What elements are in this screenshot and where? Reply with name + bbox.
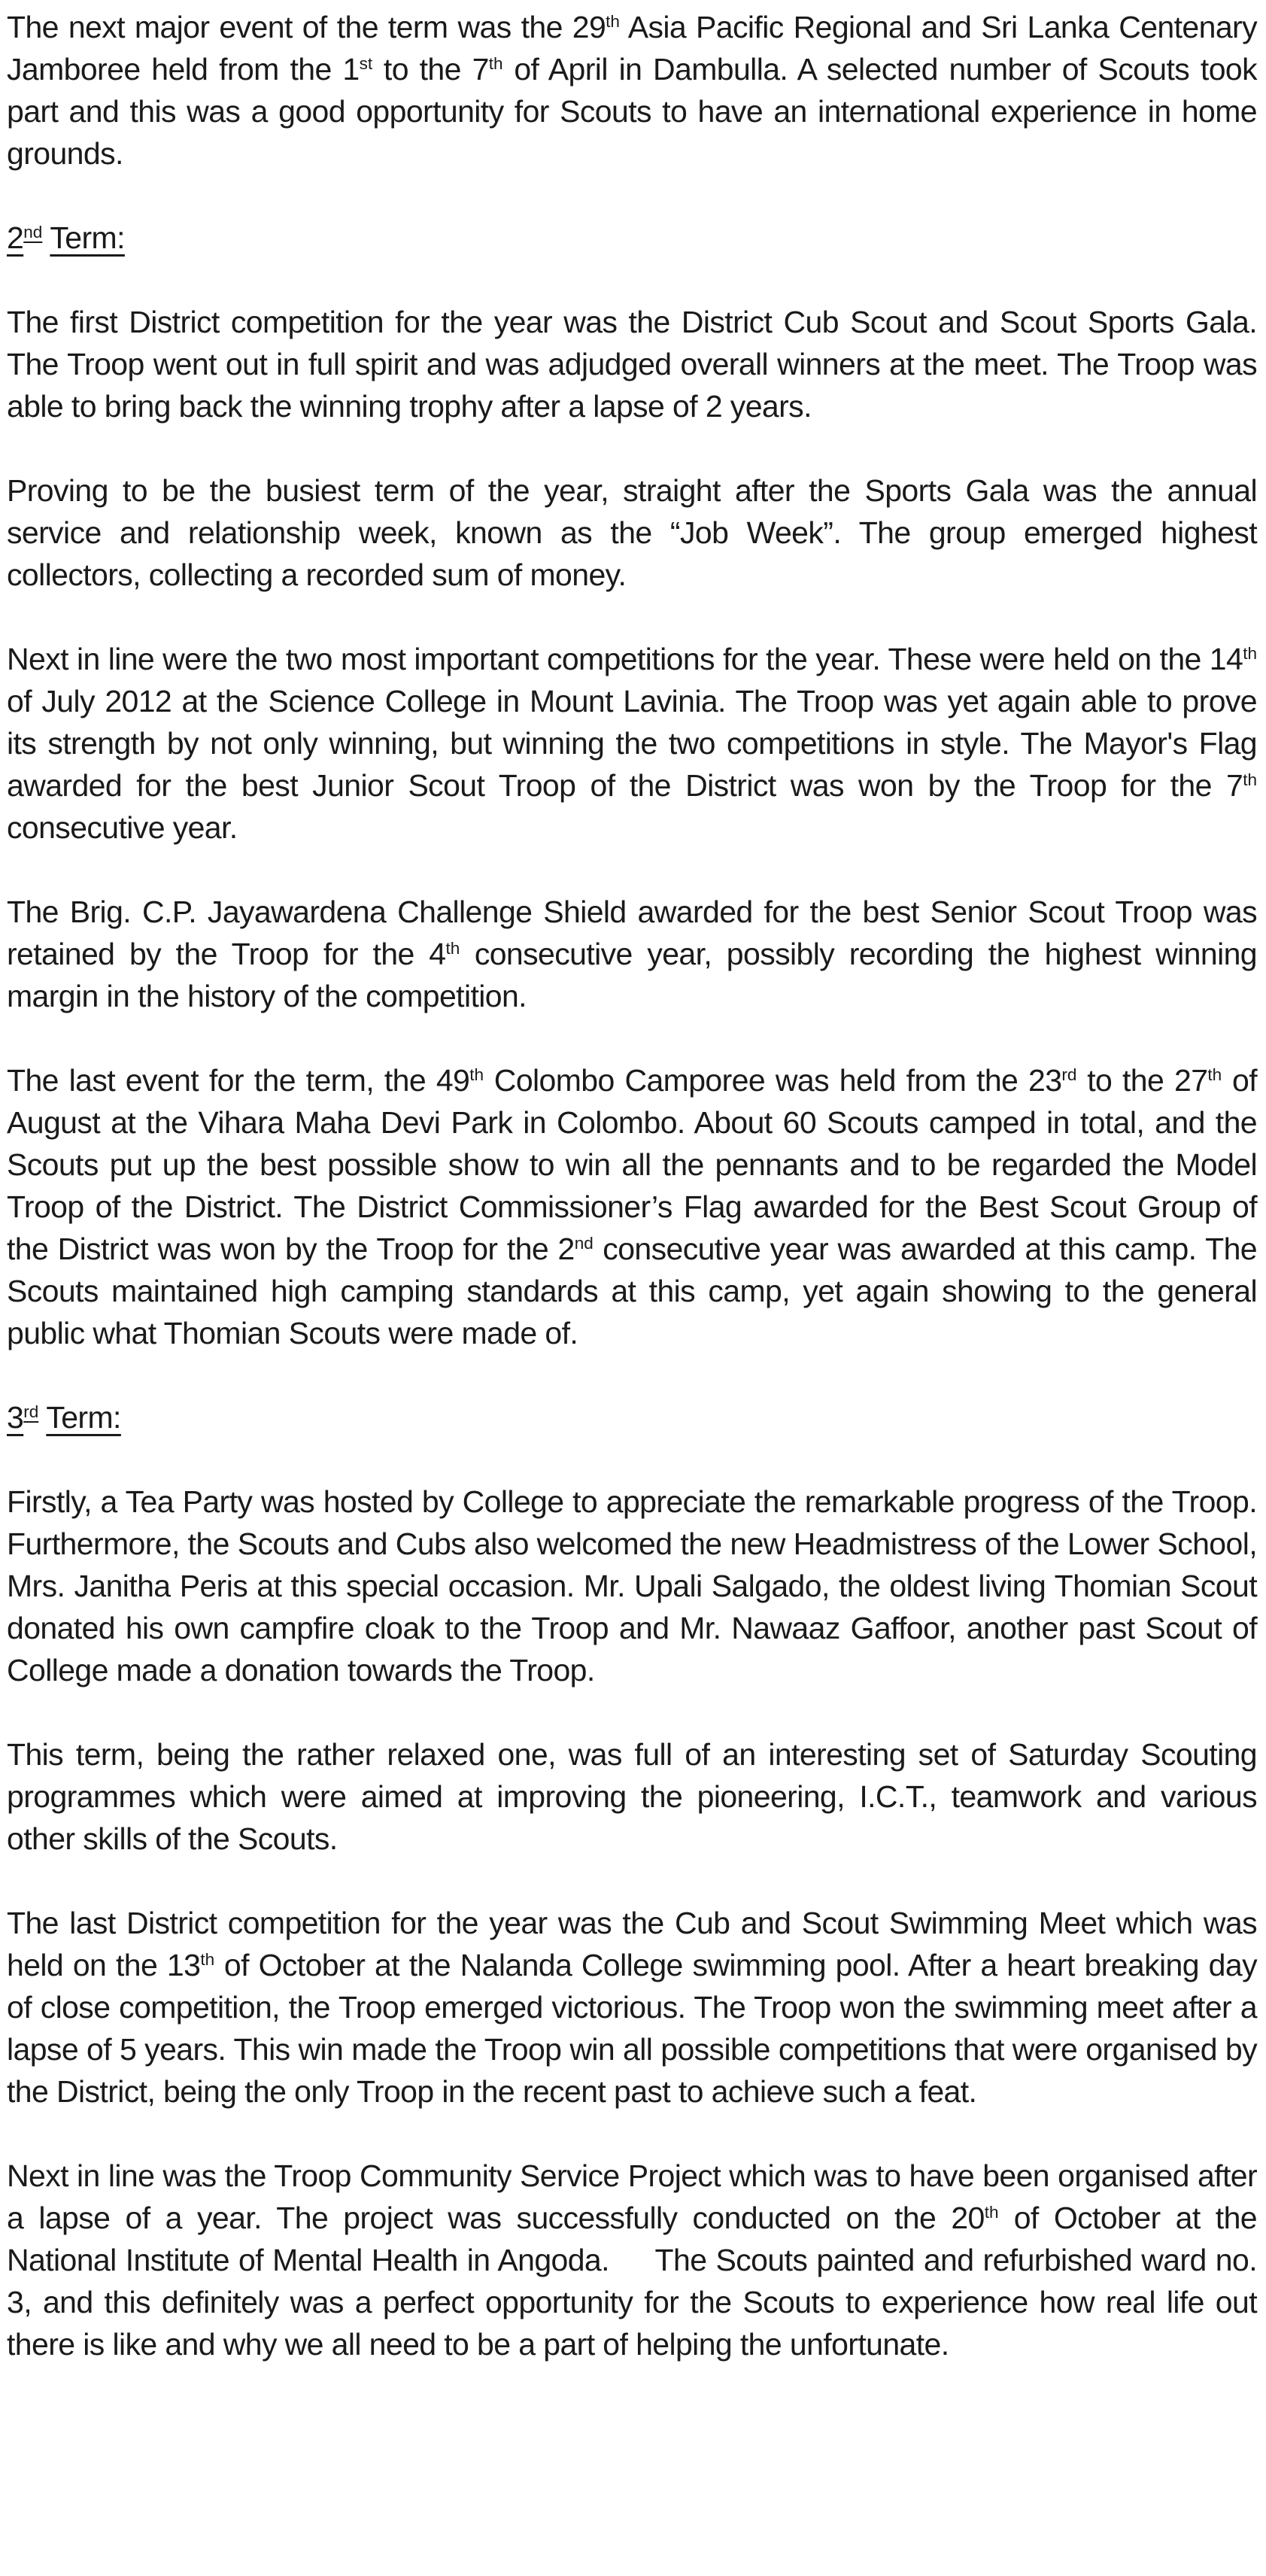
text-run: of October at the National Institute of Mental Health in Angoda. The Scouts painted and refurbished ward no. 3, and this definitely was a perfect opportunity for the Scouts to experience how real life out there is like and why we all need to be a part of helping the unfortunate. [7,2201,1257,2362]
text-run: of July 2012 at the Science College in Mount Lavinia. The Troop was yet again able to prove its strength by not only winning, but winning the two competitions in style. The Mayor's Flag awarded for the best Junior Scout Troop of the District was won by the Troop for the 7 [7,684,1257,803]
text-run: of April in Dambulla. A selected number of Scouts took part and this was a good opportunity for Scouts to have an international experience in home grounds. [7,52,1258,171]
superscript-text: nd [574,1234,594,1253]
superscript-text: th [1207,1065,1222,1085]
paragraph-3 [7,301,1257,427]
text-run: of October at the Nalanda College swimming pool. After a heart breaking day of close competition, the Troop emerged victorious. The Troop won the swimming meet after a lapse of 5 years. This win made the Troop win all possible competitions that were organised by the District, being the only Troop in the recent past to achieve such a feat. [7,1948,1257,2109]
superscript-text: th [488,54,503,74]
text-run: The next major event of the term was the 29 [7,10,606,44]
text-run: The Brig. C.P. Jayawardena Challenge Shield awarded for the best Senior Scout Troop was retained by the Troop for the 4 [7,895,1257,971]
heading-2 [7,217,1257,259]
text-run: Term: [46,1400,121,1435]
superscript-text: th [1243,644,1257,664]
paragraph-12 [7,2155,1257,2365]
paragraph-5 [7,638,1257,849]
text-run: Asia Pacific Regional and Sri Lanka Centenary Jamboree held from the 1 [7,10,1257,87]
paragraph-6 [7,891,1257,1017]
text-run: The first District competition for the year was the District Cub Scout and Scout Sports Gala. The Troop went out in full spirit and was adjudged overall winners at the meet. The Troop was able to bring back the winning trophy after a lapse of 2 years. [7,305,1257,424]
superscript-text: th [445,939,460,958]
text-run: consecutive year, possibly recording the highest winning margin in the history of the competition. [7,937,1257,1013]
paragraph-7 [7,1059,1257,1354]
text-run [38,1400,46,1435]
superscript-text: nd [23,223,43,242]
text-run: to the 27 [1076,1063,1208,1098]
text-run: This term, being the rather relaxed one, was full of an interesting set of Saturday Scouting programmes which were aimed at improving the pioneering, I.C.T., teamwork and various other skills of the Scouts. [7,1737,1257,1856]
superscript-text: rd [23,1402,39,1422]
paragraph-1 [7,6,1257,175]
superscript-text: th [200,1950,215,1970]
text-run: consecutive year. [7,810,238,845]
paragraph-10 [7,1733,1257,1860]
heading-8 [7,1396,1257,1438]
text-run: Proving to be the busiest term of the year, straight after the Sports Gala was the annual service and relationship week, known as the “Job Week”. The group emerged highest collectors, collecting a recorded sum of money. [7,473,1257,592]
superscript-text: th [1243,770,1257,790]
text-run [42,220,50,255]
text-run: Next in line were the two most important competitions for the year. These were held on the 14 [7,642,1243,676]
paragraph-4 [7,469,1257,596]
text-run: 3 [7,1400,24,1435]
text-run: to the 7 [372,52,489,87]
text-run: Next in line was the Troop Community Service Project which was to have been organised after a lapse of a year. The project was successfully conducted on the 20 [7,2158,1257,2235]
superscript-text: th [606,12,620,32]
superscript-text: rd [1061,1065,1077,1085]
paragraph-9 [7,1481,1257,1691]
text-run: consecutive year was awarded at this camp. The Scouts maintained high camping standards at this camp, yet again showing to the general public what Thomian Scouts were made of. [7,1232,1258,1350]
superscript-text: th [469,1065,484,1085]
text-run: The last District competition for the year was the Cub and Scout Swimming Meet which was held on the 13 [7,1906,1257,1982]
superscript-text: th [984,2203,999,2222]
document-content [7,6,1257,2365]
text-run: Firstly, a Tea Party was hosted by College to appreciate the remarkable progress of the Troop. Furthermore, the Scouts and Cubs also welcomed the new Headmistress of the Lower School, Mrs. Janitha Peris at this special occasion. Mr. Upali Salgado, the oldest living Thomian Scout donated his own campfire cloak to the Troop and Mr. Nawaaz Gaffoor, another past Scout of College made a donation towards the Troop. [7,1484,1257,1687]
text-run: 2 [7,220,24,255]
paragraph-11 [7,1902,1257,2113]
superscript-text: st [359,54,373,74]
text-run: Colombo Camporee was held from the 23 [484,1063,1062,1098]
text-run: The last event for the term, the 49 [7,1063,470,1098]
text-run: of August at the Vihara Maha Devi Park in Colombo. About 60 Scouts camped in total, and the Scouts put up the best possible show to win all the pennants and to be regarded the Model Troop of the District. The District Commissioner’s Flag awarded for the Best Scout Group of the District was won by the Troop for the 2 [7,1063,1257,1266]
text-run: Term: [50,220,125,255]
